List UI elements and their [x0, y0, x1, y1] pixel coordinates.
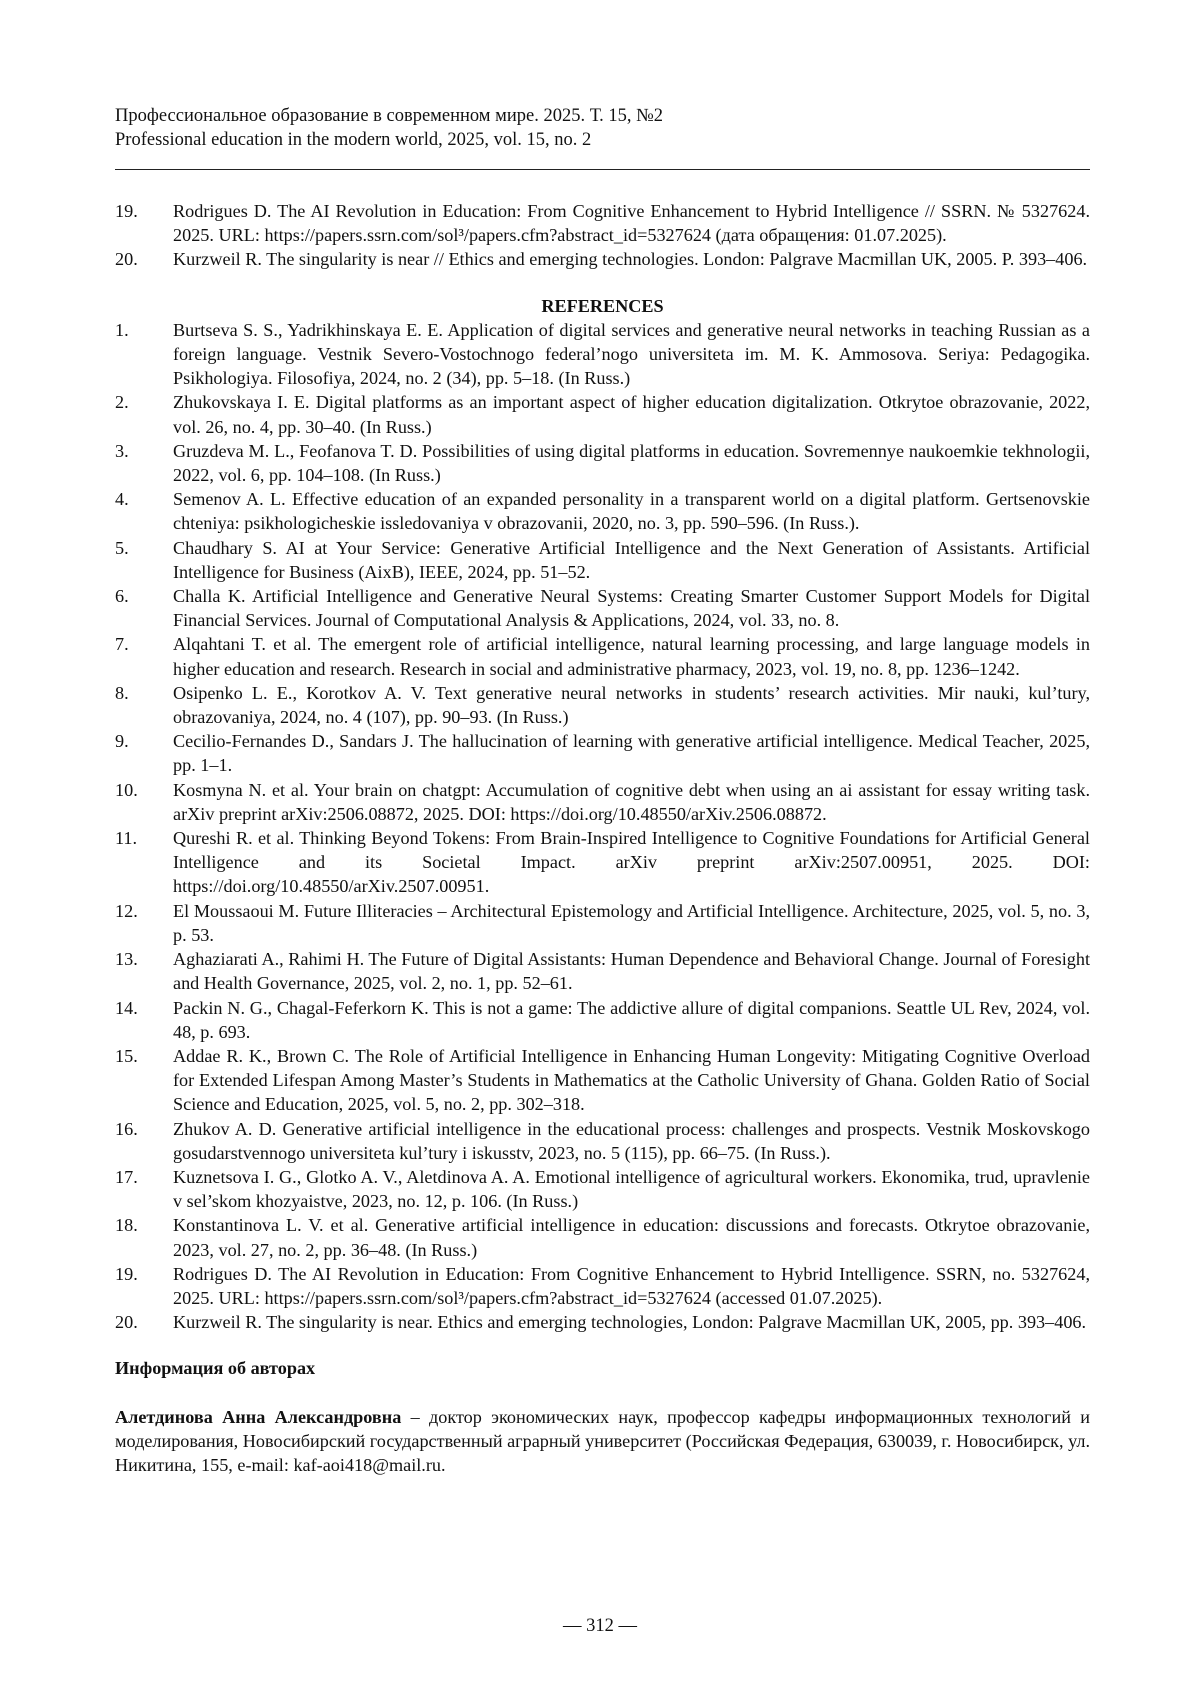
reference-item: [115, 681, 1090, 729]
reference-text: Rodrigues D. The AI Revolution in Education: From Cognitive Enhancement to Hybrid Intelligence // SSRN. № 5327624. 2025. URL: https://papers.ssrn.com/sol³/papers.cfm?abstract_id=5327624 (дата обращения: 01.07.2025).: [173, 201, 1090, 245]
header-divider: [115, 169, 1090, 170]
reference-text: Alqahtani T. et al. The emergent role of artificial intelligence, natural learning processing, and large language models in higher education and research. Research in social and administrative pharmacy, 2023, vol. 19, no. 8, pp. 1236–1242.: [173, 634, 1090, 678]
header-line-ru: Профессиональное образование в современном мире. 2025. Т. 15, №2: [115, 104, 1090, 128]
reference-item: [115, 899, 1090, 947]
reference-item: [115, 439, 1090, 487]
reference-text: Zhukovskaya I. E. Digital platforms as an important aspect of higher education digitalization. Otkrytoe obrazovanie, 2022, vol. 26, no. 4, pp. 30–40. (In Russ.): [173, 392, 1090, 436]
reference-number: 9.: [115, 729, 129, 753]
reference-text: Osipenko L. E., Korotkov A. V. Text generative neural networks in students’ research activities. Mir nauki, kul’tury, obrazovaniya, 2024, no. 4 (107), pp. 90–93. (In Russ.): [173, 683, 1090, 727]
reference-item: [115, 318, 1090, 391]
section-spacer: [115, 272, 1090, 294]
bibliography-item: [115, 247, 1090, 271]
author-description: – доктор экономических наук, профессор кафедры информационных технологий и моделирования, Новосибирский государственный аграрный университет (Российская Федерация, 630039, г. Новосибирск, ул. Никитина, 155, e-mail: kaf-aoi418@mail.ru.: [115, 1407, 1090, 1475]
header-line-en: Professional education in the modern world, 2025, vol. 15, no. 2: [115, 128, 1090, 152]
reference-number: 20.: [115, 1310, 138, 1334]
reference-text: Zhukov A. D. Generative artificial intelligence in the educational process: challenges and prospects. Vestnik Moskovskogo gosudarstvennogo universiteta kul’tury i iskusstv, 2023, no. 5 (115), pp. 66–75. (In Russ.).: [173, 1119, 1090, 1163]
reference-text: Cecilio-Fernandes D., Sandars J. The hallucination of learning with generative artificial intelligence. Medical Teacher, 2025, pp. 1–1.: [173, 731, 1090, 775]
reference-text: Qureshi R. et al. Thinking Beyond Tokens: From Brain-Inspired Intelligence to Cognitive Foundations for Artificial General Intelligence and its Societal Impact. arXiv preprint arXiv:2507.00951, 2025. DOI: https://doi.org/10.48550/arXiv.2507.00951.: [173, 828, 1090, 896]
references-title: REFERENCES: [115, 294, 1090, 318]
reference-item: [115, 778, 1090, 826]
reference-number: 8.: [115, 681, 129, 705]
author-name: Алетдинова Анна Александровна: [115, 1407, 401, 1427]
running-header: [115, 104, 1090, 152]
reference-item: [115, 1262, 1090, 1310]
bibliography-tail-list: [115, 199, 1090, 272]
reference-number: 19.: [115, 199, 138, 223]
reference-number: 17.: [115, 1165, 138, 1189]
reference-item: [115, 390, 1090, 438]
reference-number: 1.: [115, 318, 129, 342]
reference-item: [115, 826, 1090, 899]
reference-text: Konstantinova L. V. et al. Generative artificial intelligence in education: discussions and forecasts. Otkrytoe obrazovanie, 2023, vol. 27, no. 2, pp. 36–48. (In Russ.): [173, 1215, 1090, 1259]
reference-item: [115, 487, 1090, 535]
reference-number: 19.: [115, 1262, 138, 1286]
authors-heading: Информация об авторах: [115, 1356, 1090, 1380]
reference-number: 2.: [115, 390, 129, 414]
author-info: [115, 1405, 1090, 1478]
reference-number: 10.: [115, 778, 138, 802]
reference-item: [115, 1213, 1090, 1261]
reference-item: [115, 947, 1090, 995]
reference-text: Kurzweil R. The singularity is near. Ethics and emerging technologies, London: Palgrave Macmillan UK, 2005, pp. 393–406.: [173, 1312, 1086, 1332]
reference-item: [115, 1117, 1090, 1165]
reference-text: Aghaziarati A., Rahimi H. The Future of Digital Assistants: Human Dependence and Behavioral Change. Journal of Foresight and Health Governance, 2025, vol. 2, no. 1, pp. 52–61.: [173, 949, 1090, 993]
reference-item: [115, 996, 1090, 1044]
reference-text: Addae R. K., Brown C. The Role of Artificial Intelligence in Enhancing Human Longevity: Mitigating Cognitive Overload for Extended Lifespan Among Master’s Students in Mathematics at the Catholic University of Ghana. Golden Ratio of Social Science and Education, 2025, vol. 5, no. 2, pp. 302–318.: [173, 1046, 1090, 1114]
reference-text: Kuznetsova I. G., Glotko A. V., Aletdinova A. A. Emotional intelligence of agricultural workers. Ekonomika, trud, upravlenie v sel’skom khozyaistve, 2023, no. 12, p. 106. (In Russ.): [173, 1167, 1090, 1211]
reference-number: 3.: [115, 439, 129, 463]
references-list: [115, 318, 1090, 1335]
reference-number: 12.: [115, 899, 138, 923]
reference-item: [115, 632, 1090, 680]
reference-item: [115, 584, 1090, 632]
reference-number: 13.: [115, 947, 138, 971]
reference-text: Burtseva S. S., Yadrikhinskaya E. E. Application of digital services and generative neural networks in teaching Russian as a foreign language. Vestnik Severo-Vostochnogo federal’nogo universiteta im. M. K. Ammosova. Seriya: Pedagogika. Psikhologiya. Filosofiya, 2024, no. 2 (34), pp. 5–18. (In Russ.): [173, 320, 1090, 388]
reference-number: 5.: [115, 536, 129, 560]
reference-item: [115, 536, 1090, 584]
reference-item: [115, 1044, 1090, 1117]
reference-text: Kosmyna N. et al. Your brain on chatgpt: Accumulation of cognitive debt when using an ai assistant for essay writing task. arXiv preprint arXiv:2506.08872, 2025. DOI: https://doi.org/10.48550/arXiv.2506.08872.: [173, 780, 1090, 824]
reference-text: Gruzdeva M. L., Feofanova T. D. Possibilities of using digital platforms in education. Sovremennye naukoemkie tekhnologii, 2022, vol. 6, pp. 104–108. (In Russ.): [173, 441, 1090, 485]
page-body: [115, 199, 1090, 1477]
reference-text: Semenov A. L. Effective education of an expanded personality in a transparent world on a digital platform. Gertsenovskie chteniya: psikhologicheskie issledovaniya v obrazovanii, 2020, no. 3, pp. 590–596. (In Russ.).: [173, 489, 1090, 533]
reference-text: Packin N. G., Chagal-Feferkorn K. This is not a game: The addictive allure of digital companions. Seattle UL Rev, 2024, vol. 48, p. 693.: [173, 998, 1090, 1042]
reference-number: 11.: [115, 826, 137, 850]
reference-text: Chaudhary S. AI at Your Service: Generative Artificial Intelligence and the Next Generation of Assistants. Artificial Intelligence for Business (AixB), IEEE, 2024, pp. 51–52.: [173, 538, 1090, 582]
reference-number: 7.: [115, 632, 129, 656]
reference-number: 18.: [115, 1213, 138, 1237]
reference-number: 4.: [115, 487, 129, 511]
reference-item: [115, 729, 1090, 777]
reference-text: Rodrigues D. The AI Revolution in Education: From Cognitive Enhancement to Hybrid Intelligence. SSRN, no. 5327624, 2025. URL: https://papers.ssrn.com/sol³/papers.cfm?abstract_id=5327624 (accessed 01.07.2025).: [173, 1264, 1090, 1308]
reference-text: El Moussaoui M. Future Illiteracies – Architectural Epistemology and Artificial Intelligence. Architecture, 2025, vol. 5, no. 3, p. 53.: [173, 901, 1090, 945]
reference-item: [115, 1310, 1090, 1334]
reference-text: Kurzweil R. The singularity is near // Ethics and emerging technologies. London: Palgrave Macmillan UK, 2005. P. 393–406.: [173, 249, 1087, 269]
reference-number: 20.: [115, 247, 138, 271]
document-page: [0, 0, 1200, 1697]
bibliography-item: [115, 199, 1090, 247]
page-number: — 312 —: [0, 1616, 1200, 1637]
reference-number: 16.: [115, 1117, 138, 1141]
reference-number: 6.: [115, 584, 129, 608]
reference-number: 14.: [115, 996, 138, 1020]
reference-number: 15.: [115, 1044, 138, 1068]
reference-text: Challa K. Artificial Intelligence and Generative Neural Systems: Creating Smarter Customer Support Models for Digital Financial Services. Journal of Computational Analysis & Applications, 2024, vol. 33, no. 8.: [173, 586, 1090, 630]
reference-item: [115, 1165, 1090, 1213]
